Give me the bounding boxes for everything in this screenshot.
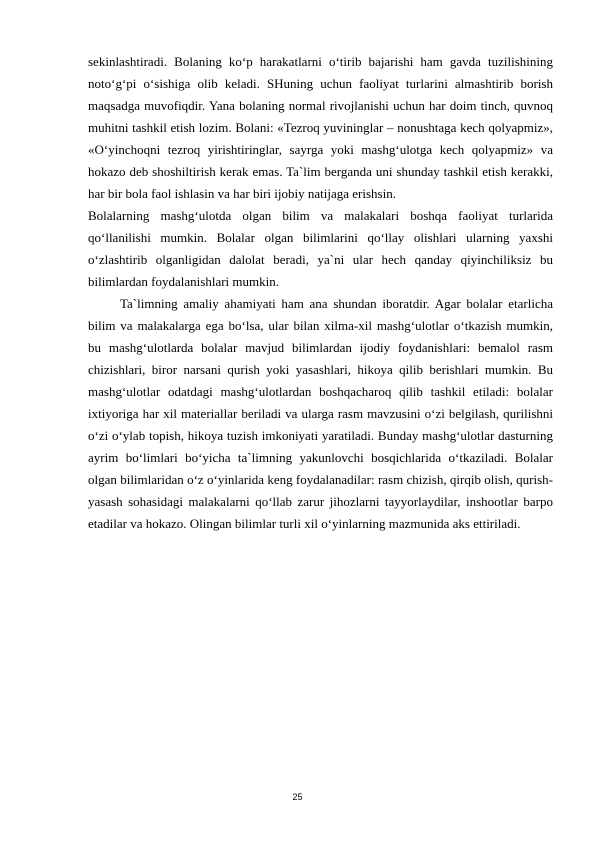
paragraph-1: sekinlashtiradi. Bolaning ko‘p harakatlarni o‘tirib bajarishi ham gavda tuzilishining noto‘g‘pi o‘sishiga olib keladi. SHuning uchun faoliyat turlarini almashtirib borish maqsadga muvofiqdir. Yana bolaning normal rivojlanishi uchun har doim tinch, quvnoq muhitni tashkil etish lozim. Bolani: «Tezroq yuvininglar – nonushtaga kech qolyapmiz», «O‘yinchoqni tezroq yirishtiringlar, sayrga yoki mashg‘ulotga kech qolyapmiz» va hokazo deb shoshiltirish kerak emas. Ta`lim berganda uni shunday tashkil etish kerakki, har bir bola faol ishlasin va har biri ijobiy natijaga erishsin. (88, 54, 553, 201)
document-body (88, 51, 553, 535)
paragraph-3: Ta`limning amaliy ahamiyati ham ana shundan iboratdir. Agar bolalar etarlicha bilim va malakalarga ega bo‘lsa, ular bilan xilma-xil mashg‘ulotlar o‘tkazish mumkin, bu mashg‘ulotlarda bolalar mavjud bilimlardan ijodiy foydanishlari: bemalol rasm chizishlari, biror narsani qurish yoki yasashlari, hikoya qilib berishlari mumkin. Bu mashg‘ulotlar odatdagi mashg‘ulotlardan boshqacharoq qilib tashkil etiladi: bolalar ixtiyoriga har xil materiallar beriladi va ularga rasm mavzusini o‘zi belgilash, qurilishni o‘zi o‘ylab topish, hikoya tuzish imkoniyati yaratiladi. Bunday mashg‘ulotlar dasturning ayrim bo‘limlari bo‘yicha ta`limning yakunlovchi bosqichlarida o‘tkaziladi. Bolalar olgan bilimlaridan o‘z o‘yinlarida keng foydalanadilar: rasm chizish, qirqib olish, qurish-yasash sohasidagi malakalarni qo‘llab zarur jihozlarni tayyorlaydilar, inshootlar barpo etadilar va hokazo. Olingan bilimlar turli xil o‘yinlarning mazmunida aks ettiriladi. (88, 296, 553, 531)
paragraph-2: Bolalarning mashg‘ulotda olgan bilim va malakalari boshqa faoliyat turlarida qo‘llanilishi mumkin. Bolalar olgan bilimlarini qo‘llay olishlari ularning yaxshi o‘zlashtirib olganligidan dalolat beradi, ya`ni ular hech qanday qiyinchiliksiz bu bilimlardan foydalanishlari mumkin. (88, 208, 553, 289)
page-number: 25 (292, 792, 303, 802)
